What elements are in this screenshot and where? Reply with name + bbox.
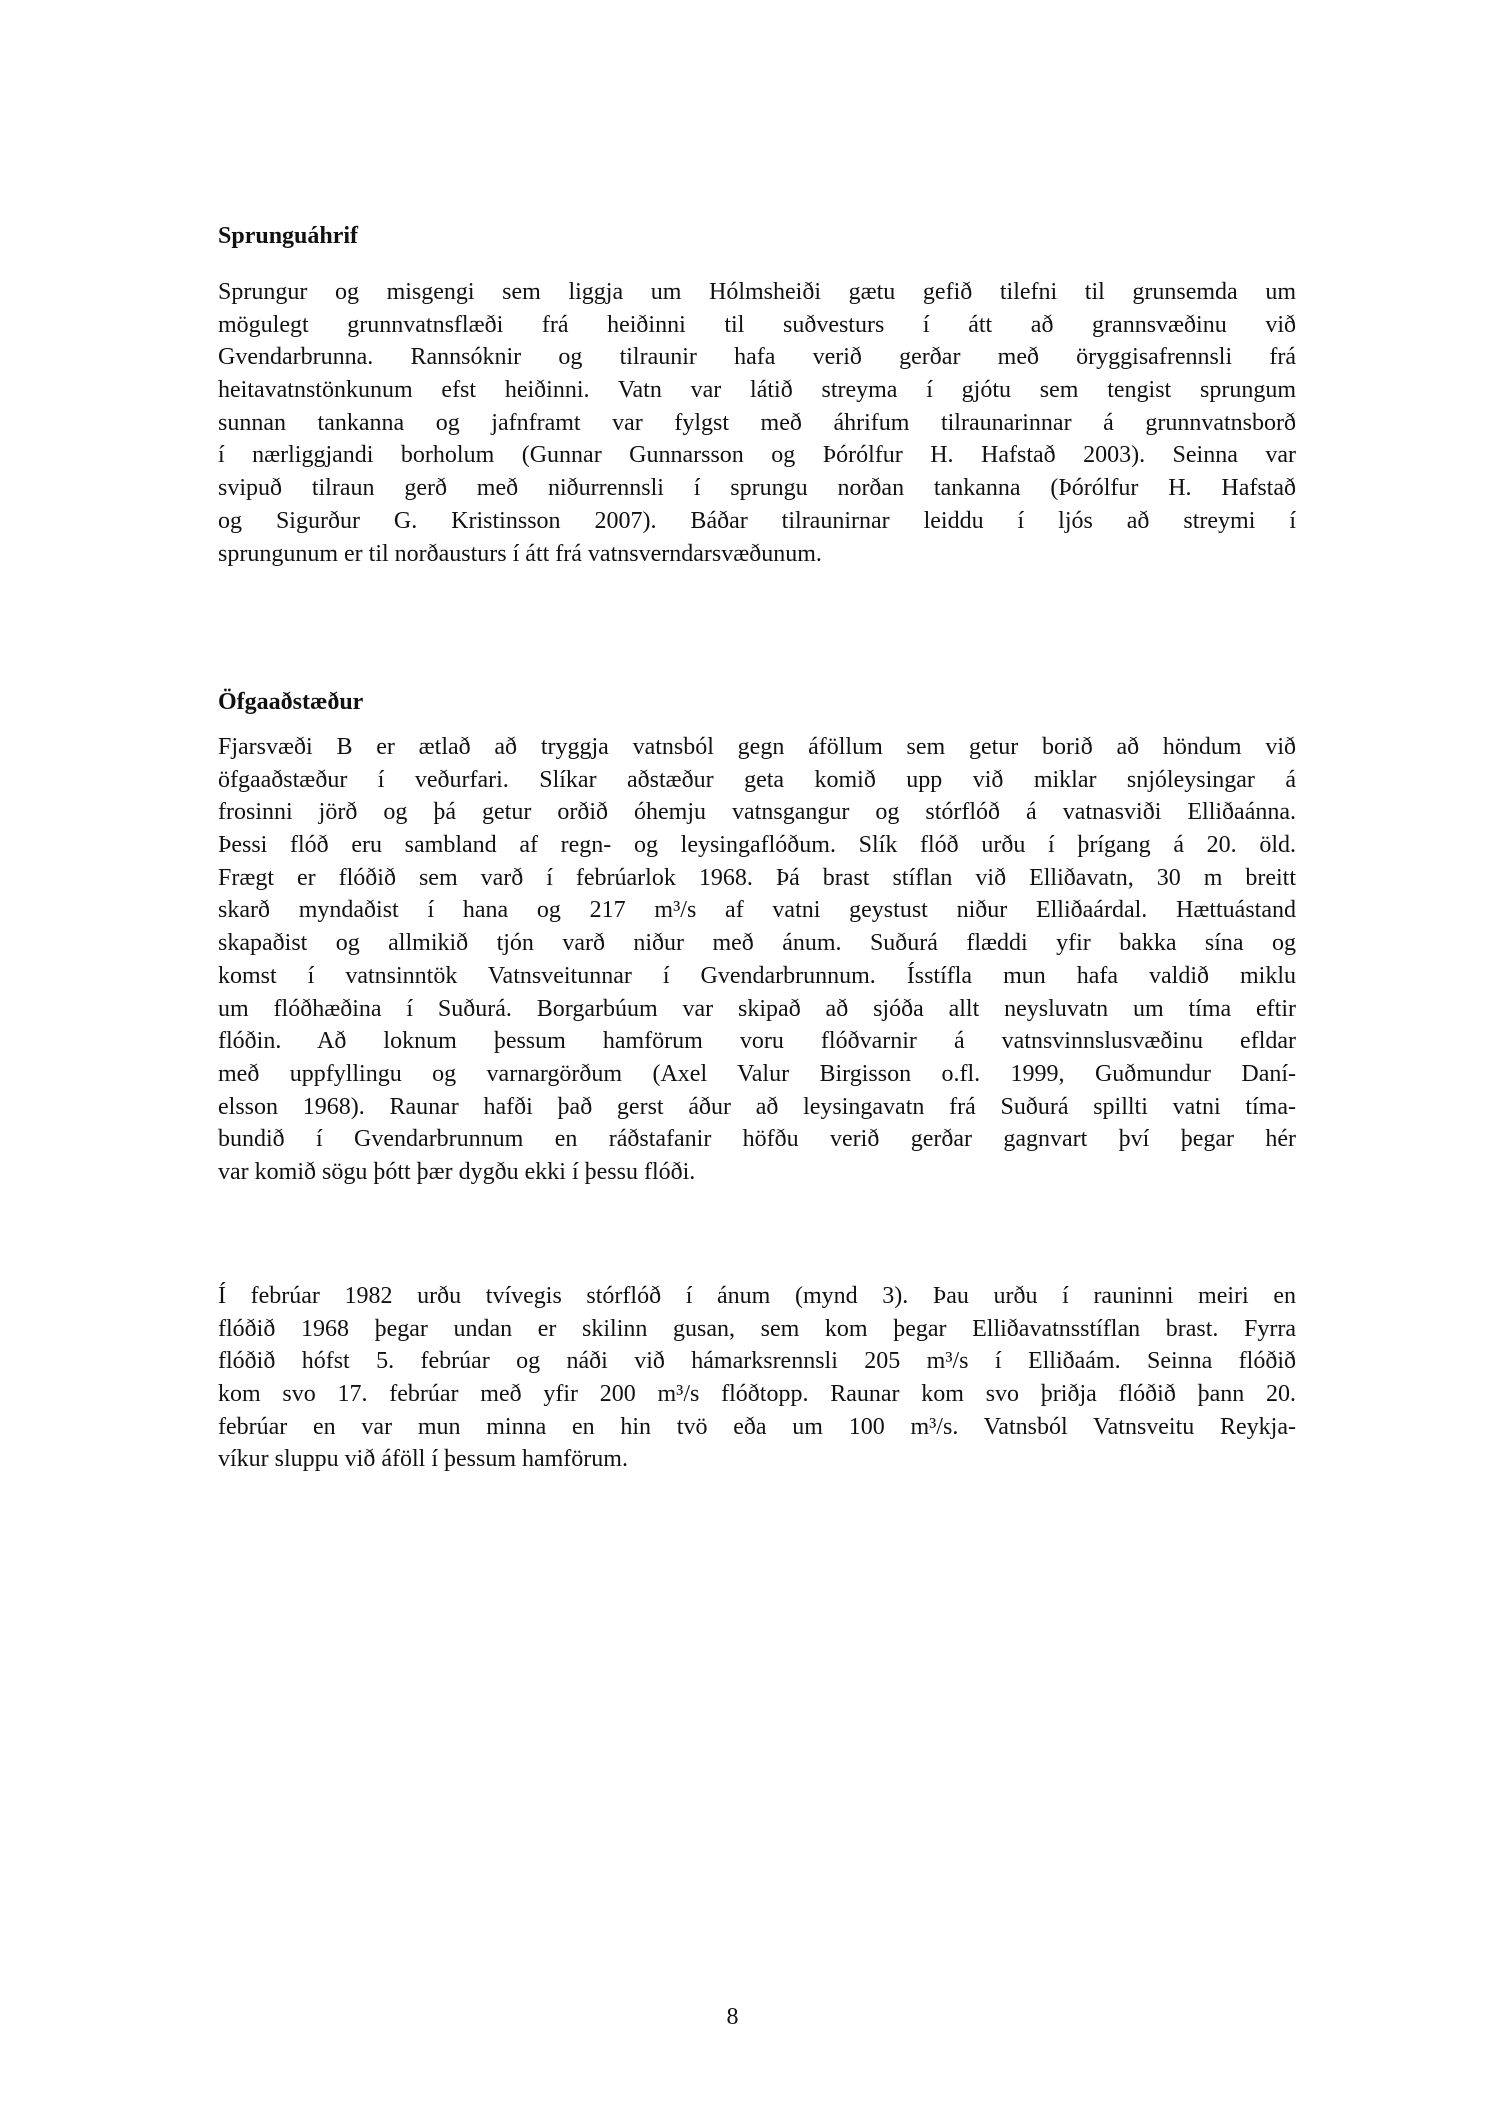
- paragraph: [218, 1280, 1296, 1476]
- section-heading-sprunguahrif: Sprunguáhrif: [218, 223, 359, 249]
- text-line: Frægt er flóðið sem varð í febrúarlok 1968. Þá brast stíflan við Elliðavatn, 30 m breitt: [218, 864, 1296, 891]
- text-line: flóðið 1968 þegar undan er skilinn gusan, sem kom þegar Elliðavatnsstíflan brast. Fyrra: [218, 1315, 1296, 1342]
- text-line: með uppfyllingu og varnargörðum (Axel Valur Birgisson o.fl. 1999, Guðmundur Daní-: [218, 1060, 1296, 1087]
- page-number: 8: [726, 2004, 739, 2030]
- text-line: skarð myndaðist í hana og 217 m³/s af vatni geystust niður Elliðaárdal. Hættuástand: [218, 897, 1296, 924]
- text-line: flóðin. Að loknum þessum hamförum voru flóðvarnir á vatnsvinnslusvæðinu efldar: [218, 1028, 1296, 1055]
- text-line: frosinni jörð og þá getur orðið óhemju vatnsgangur og stórflóð á vatnasviði Elliðaánna.: [218, 799, 1296, 826]
- text-line: í nærliggjandi borholum (Gunnar Gunnarsson og Þórólfur H. Hafstað 2003). Seinna var: [218, 442, 1296, 469]
- text-line: Fjarsvæði B er ætlað að tryggja vatnsból gegn áföllum sem getur borið að höndum við: [218, 734, 1296, 760]
- text-line: sunnan tankanna og jafnframt var fylgst með áhrifum tilraunarinnar á grunnvatnsborð: [218, 409, 1296, 436]
- text-line: Sprungur og misgengi sem liggja um Hólmsheiði gætu gefið tilefni til grunsemda um: [218, 279, 1296, 305]
- text-line: var komið sögu þótt þær dygðu ekki í þessu flóði.: [218, 1158, 696, 1185]
- text-line: svipuð tilraun gerð með niðurrennsli í sprungu norðan tankanna (Þórólfur H. Hafstað: [218, 475, 1296, 502]
- text-line: elsson 1968). Raunar hafði það gerst áður að leysingavatn frá Suðurá spillti vatni tíma-: [218, 1093, 1296, 1120]
- paragraph: [218, 731, 1296, 1189]
- section-heading-ofgaadstaedur: Öfgaaðstæður: [218, 689, 364, 715]
- text-line: og Sigurður G. Kristinsson 2007). Báðar tilraunirnar leiddu í ljós að streymi í: [218, 507, 1296, 534]
- text-line: sprungunum er til norðausturs í átt frá vatnsverndarsvæðunum.: [218, 540, 822, 567]
- text-line: Í febrúar 1982 urðu tvívegis stórflóð í ánum (mynd 3). Þau urðu í rauninni meiri en: [218, 1283, 1296, 1309]
- text-line: mögulegt grunnvatnsflæði frá heiðinni til suðvesturs í átt að grannsvæðinu við: [218, 311, 1296, 338]
- text-line: bundið í Gvendarbrunnum en ráðstafanir höfðu verið gerðar gagnvart því þegar hér: [218, 1126, 1296, 1153]
- text-line: öfgaaðstæður í veðurfari. Slíkar aðstæður geta komið upp við miklar snjóleysingar á: [218, 766, 1296, 793]
- text-line: víkur sluppu við áföll í þessum hamförum.: [218, 1446, 628, 1473]
- text-line: flóðið hófst 5. febrúar og náði við hámarksrennsli 205 m³/s í Elliðaám. Seinna flóðið: [218, 1348, 1296, 1375]
- text-line: skapaðist og allmikið tjón varð niður með ánum. Suðurá flæddi yfir bakka sína og: [218, 930, 1296, 957]
- text-line: febrúar en var mun minna en hin tvö eða um 100 m³/s. Vatnsból Vatnsveitu Reykja-: [218, 1413, 1296, 1440]
- text-line: Þessi flóð eru sambland af regn- og leysingaflóðum. Slík flóð urðu í þrígang á 20. öld.: [218, 832, 1296, 859]
- text-line: um flóðhæðina í Suðurá. Borgarbúum var skipað að sjóða allt neysluvatn um tíma eftir: [218, 995, 1296, 1022]
- text-line: kom svo 17. febrúar með yfir 200 m³/s flóðtopp. Raunar kom svo þriðja flóðið þann 20.: [218, 1381, 1296, 1408]
- text-line: komst í vatnsinntök Vatnsveitunnar í Gvendarbrunnum. Ísstífla mun hafa valdið miklu: [218, 962, 1296, 989]
- text-line: Gvendarbrunna. Rannsóknir og tilraunir hafa verið gerðar með öryggisafrennsli frá: [218, 344, 1296, 371]
- paragraph: [218, 276, 1296, 570]
- text-line: heitavatnstönkunum efst heiðinni. Vatn var látið streyma í gjótu sem tengist sprungum: [218, 377, 1296, 404]
